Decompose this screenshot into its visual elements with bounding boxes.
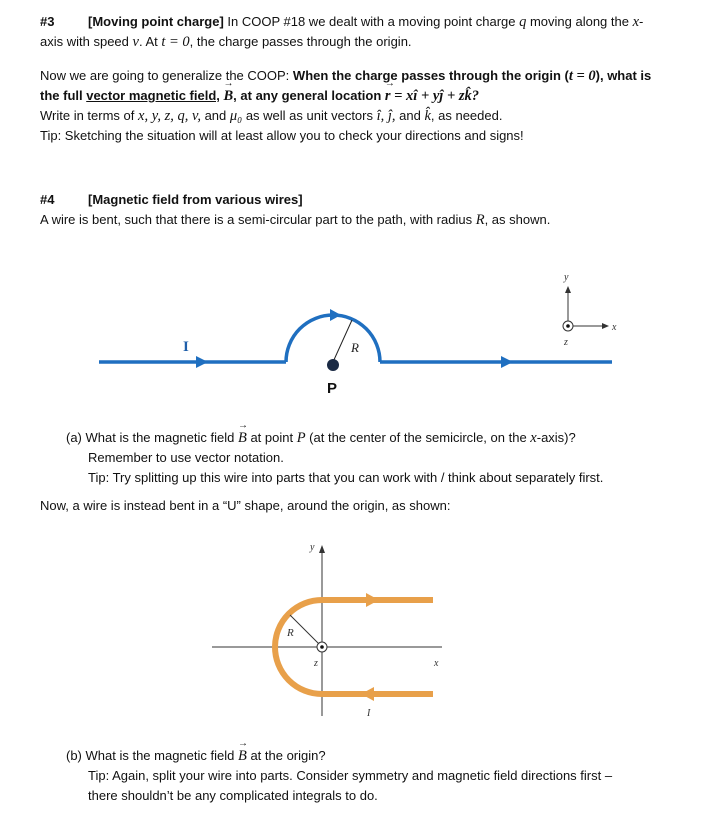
question-a: (a) What is the magnetic field → B at point P (at the center of the semicircle, on the x-axis)?	[66, 428, 681, 448]
problem-number: #3	[40, 14, 55, 29]
question-a-remember: Remember to use vector notation.	[88, 450, 284, 465]
point-label-P: P	[327, 380, 338, 397]
problem-title: [Moving point charge]	[88, 14, 224, 29]
vector-B: → B	[224, 86, 234, 106]
question-a-tip: Tip: Try splitting up this wire into parts that you can work with / think about separately first.	[88, 470, 604, 485]
u-shape-intro: Now, a wire is instead bent in a “U” shape, around the origin, as shown:	[40, 498, 451, 513]
problem-number: #4	[40, 192, 55, 207]
problem-3-tip: Tip: Sketching the situation will at least allow you to check your directions and signs!	[40, 128, 524, 143]
axis-label-y: y	[564, 272, 569, 283]
problem-4-statement: #4 [Magnetic field from various wires] A wire is bent, such that there is a semi-circular part to the path, with radius R, as shown.	[40, 192, 551, 228]
current-arrow-bottom	[361, 687, 374, 701]
current-label-I: I	[183, 339, 189, 355]
current-label-I: I	[367, 708, 371, 719]
axis-label-x: x	[612, 322, 617, 333]
axis-label-z: z	[314, 658, 318, 669]
radius-label-R: R	[287, 627, 294, 639]
radius-line	[290, 615, 322, 647]
radius-label-R: R	[351, 340, 359, 355]
problem-3-statement: #3 [Moving point charge] In COOP #18 we dealt with a moving point charge q moving along the x- axis with speed v. At t = 0, the charge passes through the origin.	[40, 14, 644, 50]
vector-B: → B	[238, 746, 247, 766]
question-b-tip: Tip: Again, split your wire into parts. Consider symmetry and magnetic field directions first – there shouldn’t be any complicated integrals to do.	[88, 768, 613, 803]
current-arrow-top	[366, 593, 379, 607]
axis-label-y: y	[310, 542, 315, 553]
axis-label-x: x	[434, 658, 439, 669]
problem-3-generalization: Now we are going to generalize the COOP: When the charge passes through the origin (t = 0), what is the full vector magnetic field, → B, at any general location → r = xî + yĵ + zk̂? Write in terms of x, y, z, q, v, and μ₀ as well as unit vectors î, ĵ, and k̂, as needed. Tip: Sketching the situation will at least allow you to check your directions and signs!	[40, 66, 680, 146]
vector-B: → B	[238, 428, 247, 448]
problem-title: [Magnetic field from various wires]	[88, 192, 303, 207]
question-b: (b) What is the magnetic field → B at the origin?	[66, 746, 681, 766]
vector-r: → r	[385, 86, 391, 106]
axis-label-z: z	[564, 337, 568, 348]
